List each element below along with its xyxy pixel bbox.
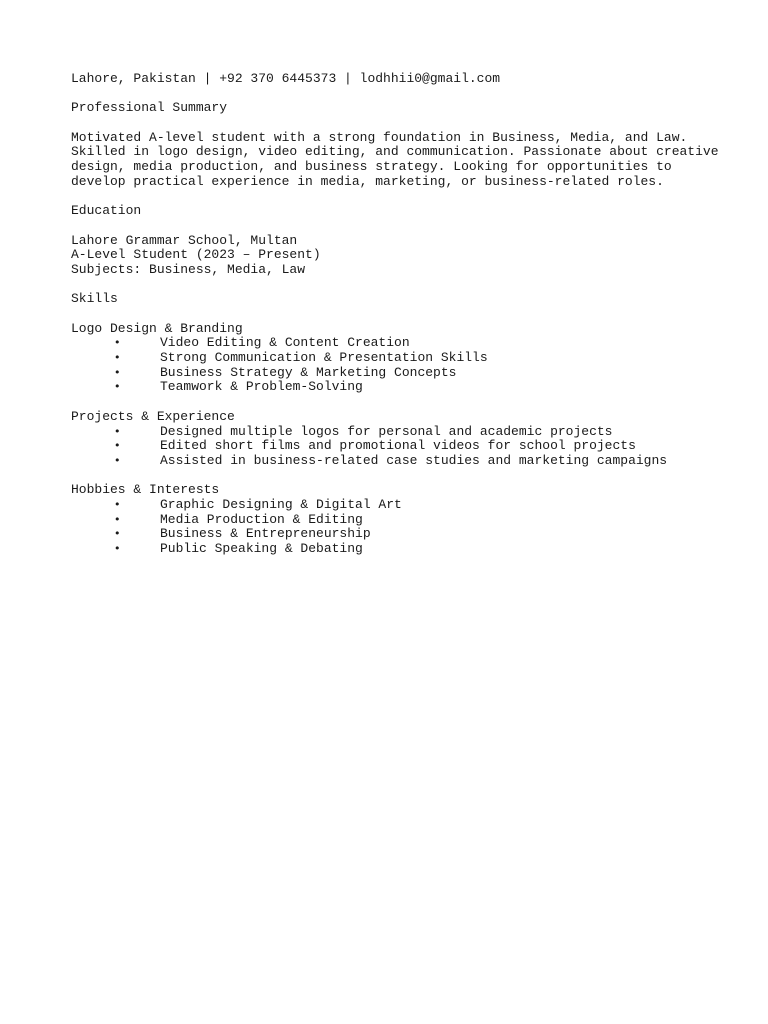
list-item: [71, 380, 721, 395]
list-item: [71, 366, 721, 381]
skill-item: Business Strategy & Marketing Concepts: [160, 364, 457, 380]
bullet-icon: •: [114, 365, 121, 379]
bullet-icon: •: [114, 542, 121, 555]
project-item: Assisted in business-related case studies and marketing campaigns: [160, 452, 668, 468]
summary-heading: Professional Summary: [71, 100, 228, 116]
project-item: Edited short films and promotional videos for school projects: [160, 438, 636, 454]
skills-first-item: Logo Design & Branding: [71, 320, 243, 336]
list-item: [71, 527, 721, 542]
skills-heading: Skills: [71, 291, 118, 307]
list-item: [71, 542, 721, 557]
hobby-item: Graphic Designing & Digital Art: [160, 496, 402, 512]
spacer: [71, 190, 721, 205]
bullet-icon: •: [114, 453, 121, 467]
hobbies-heading: Hobbies & Interests: [71, 482, 220, 498]
hobby-item: Public Speaking & Debating: [160, 541, 363, 556]
education-subjects: Subjects: Business, Media, Law: [71, 261, 306, 277]
education-status: A-Level Student (2023 – Present): [71, 247, 321, 263]
list-item: [71, 454, 721, 469]
spacer: [71, 116, 721, 131]
bullet-icon: •: [114, 439, 121, 453]
skill-item: Teamwork & Problem-Solving: [160, 379, 363, 395]
spacer: [71, 278, 721, 293]
projects-list: [71, 425, 721, 469]
education-heading: Education: [71, 203, 142, 219]
spacer: [71, 219, 721, 234]
bullet-icon: •: [114, 424, 121, 438]
list-item: [71, 336, 721, 351]
list-item: [71, 513, 721, 528]
list-item: [71, 498, 721, 513]
summary-line: design, media production, and business strategy. Looking for opportunities to: [71, 159, 672, 175]
summary-paragraph: [71, 131, 721, 190]
list-item: [71, 351, 721, 366]
project-item: Designed multiple logos for personal and academic projects: [160, 423, 613, 439]
list-item: [71, 439, 721, 454]
resume-document: [71, 72, 721, 557]
hobby-item: Business & Entrepreneurship: [160, 526, 371, 542]
skill-item: Strong Communication & Presentation Skills: [160, 350, 488, 366]
skills-list: [71, 336, 721, 395]
bullet-icon: •: [114, 351, 121, 365]
spacer: [71, 395, 721, 410]
skill-item: Video Editing & Content Creation: [160, 335, 410, 351]
bullet-icon: •: [114, 336, 121, 350]
hobbies-list: [71, 498, 721, 557]
contact-line: Lahore, Pakistan | +92 370 6445373 | lodhhii0@gmail.com: [71, 71, 501, 86]
summary-line: Skilled in logo design, video editing, and communication. Passionate about creative: [71, 144, 719, 160]
summary-line: Motivated A-level student with a strong foundation in Business, Media, and Law.: [71, 129, 688, 145]
summary-line: develop practical experience in media, marketing, or business-related roles.: [71, 173, 664, 189]
spacer: [71, 307, 721, 322]
spacer: [71, 469, 721, 484]
education-school: Lahore Grammar School, Multan: [71, 232, 298, 248]
list-item: [71, 425, 721, 440]
bullet-icon: •: [114, 512, 121, 526]
spacer: [71, 87, 721, 102]
bullet-icon: •: [114, 380, 121, 394]
bullet-icon: •: [114, 497, 121, 511]
projects-heading: Projects & Experience: [71, 408, 235, 424]
hobby-item: Media Production & Editing: [160, 511, 363, 527]
bullet-icon: •: [114, 527, 121, 541]
